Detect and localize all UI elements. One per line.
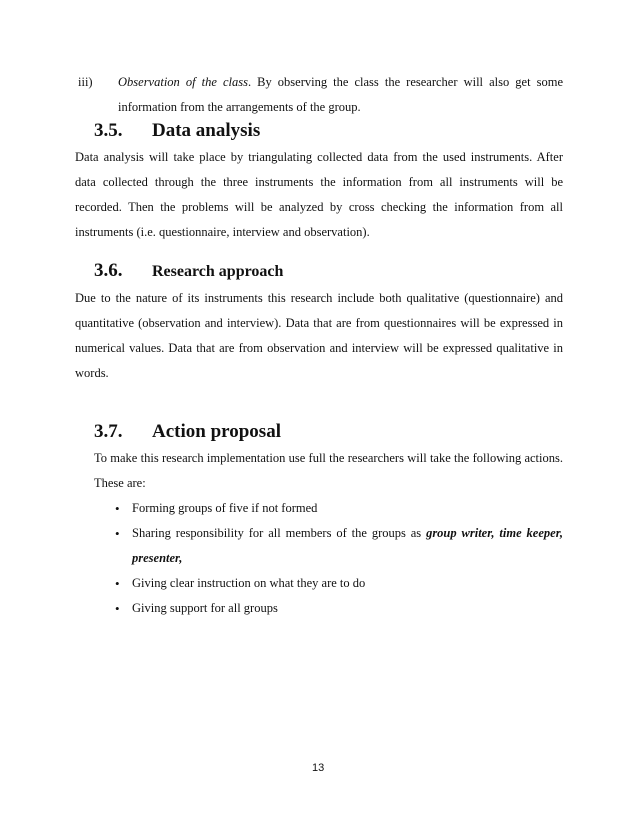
list-item-iii-line-1: Observation of the class. By observing the class the researcher will also get some	[118, 75, 563, 89]
bullet-text-block	[132, 521, 563, 571]
heading-3-6-title: Research approach	[152, 263, 284, 280]
bullet-icon: •	[115, 526, 120, 541]
bold-italic-roles: group writer, time keeper,	[426, 526, 563, 540]
paragraph-line: words.	[75, 366, 109, 380]
paragraph-line: To make this research implementation use full the researchers will take the following actions.	[94, 451, 563, 465]
paragraph-research-approach	[75, 286, 563, 386]
paragraph-line: instruments (i.e. questionnaire, interview and observation).	[75, 225, 370, 239]
paragraph-data-analysis	[75, 145, 563, 245]
heading-3-6-number: 3.6.	[94, 260, 123, 281]
page-number: 13	[312, 762, 325, 774]
paragraph-line: Due to the nature of its instruments this research include both qualitative (questionnaire) and	[75, 291, 563, 305]
paragraph-line: quantitative (observation and interview). Data that are from questionnaires will be expressed in	[75, 316, 563, 330]
paragraph-action-intro	[94, 446, 563, 496]
bullet-text: Giving support for all groups	[132, 601, 278, 615]
heading-3-7-number: 3.7.	[94, 421, 123, 442]
paragraph-line: Data analysis will take place by triangulating collected data from the used instruments. After	[75, 150, 563, 164]
paragraph-line: recorded. Then the problems will be analyzed by cross checking the information from all	[75, 200, 563, 214]
bullet-text-line-2: presenter,	[132, 551, 183, 565]
heading-3-5-title: Data analysis	[152, 120, 261, 141]
heading-number: 3.5.	[94, 120, 123, 141]
bullet-text: Giving clear instruction on what they are to do	[132, 576, 366, 590]
bullet-icon: •	[115, 601, 120, 616]
list-item-iii-body	[118, 70, 563, 120]
paragraph-line: data collected through the three instruments the information from all instruments will be	[75, 175, 563, 189]
bullet-icon: •	[115, 501, 120, 516]
list-item-iii-line-2: information from the arrangements of the group.	[118, 100, 361, 114]
list-marker: iii)	[78, 75, 93, 89]
heading-3-7-title: Action proposal	[152, 421, 281, 442]
paragraph-line: numerical values. Data that are from observation and interview will be expressed qualitative in	[75, 341, 563, 355]
paragraph-line: These are:	[94, 476, 146, 490]
list-item	[115, 521, 563, 571]
heading-3-5	[94, 118, 123, 144]
italic-lead: Observation of the class	[118, 75, 248, 89]
bullet-text: Forming groups of five if not formed	[132, 501, 318, 515]
bullet-icon: •	[115, 576, 120, 591]
bullet-text-line-1: Sharing responsibility for all members of the groups as group writer, time keeper,	[132, 526, 563, 540]
